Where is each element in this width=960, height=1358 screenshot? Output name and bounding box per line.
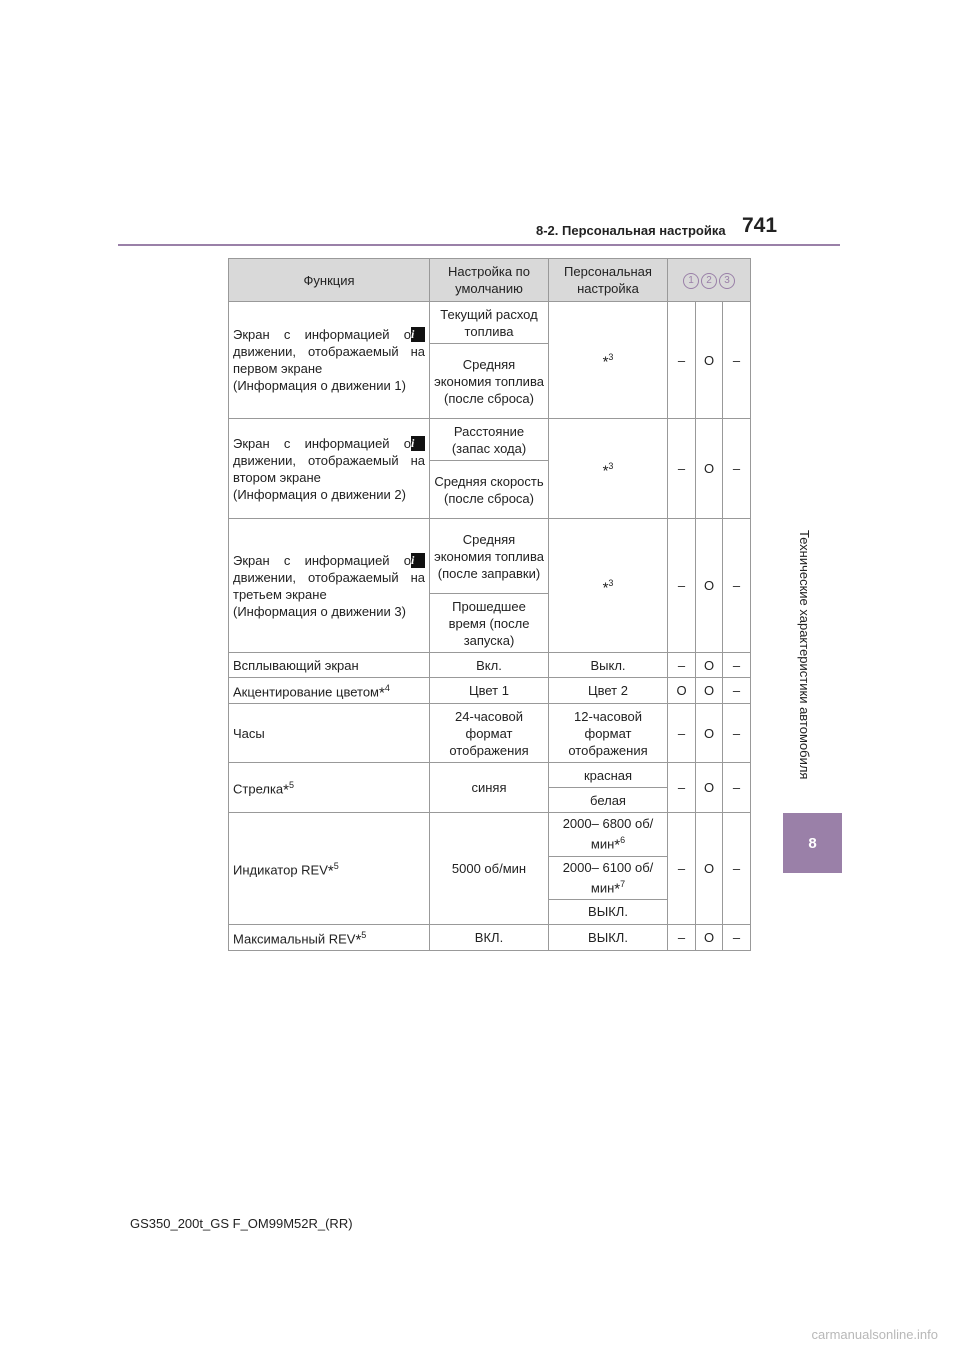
table-row bbox=[229, 704, 751, 763]
document-code: GS350_200t_GS F_OM99M52R_(RR) bbox=[130, 1216, 353, 1231]
table-row bbox=[229, 924, 751, 950]
info-icon: i bbox=[411, 436, 425, 451]
default-cell: синяя bbox=[430, 763, 549, 813]
custom-cell: ВЫКЛ. bbox=[549, 924, 668, 950]
custom-cell: 2000– 6100 об/мин*$^7$ bbox=[549, 856, 668, 899]
chapter-tab-number: 8 bbox=[808, 834, 817, 852]
custom-cell: Цвет 2 bbox=[549, 678, 668, 704]
method-3-cell: – bbox=[723, 678, 751, 704]
default-cell: Текущий расход топлива bbox=[430, 302, 549, 344]
method-2-cell: O bbox=[696, 678, 723, 704]
function-cell: i Экран с информацией о движении, отображаемый на первом экране (Информация о движении 1) bbox=[229, 302, 430, 419]
method-3-cell: – bbox=[723, 924, 751, 950]
method-2-cell: O bbox=[696, 302, 723, 419]
method-1-cell: – bbox=[668, 419, 696, 519]
function-cell: Акцентирование цветом*$^4$ bbox=[229, 678, 430, 704]
custom-cell: белая bbox=[549, 788, 668, 813]
chapter-title-vertical: Технические характеристики автомобиля bbox=[797, 530, 812, 780]
default-cell: Средняя экономия топлива (после заправки) bbox=[430, 519, 549, 594]
method-3-cell: – bbox=[723, 813, 751, 925]
table-row bbox=[229, 519, 751, 594]
default-cell: ВКЛ. bbox=[430, 924, 549, 950]
method-3-cell: – bbox=[723, 653, 751, 678]
default-cell: Вкл. bbox=[430, 653, 549, 678]
header-divider bbox=[118, 244, 840, 246]
function-cell: i Экран с информацией о движении, отображаемый на третьем экране (Информация о движении 3) bbox=[229, 519, 430, 653]
function-cell: Всплывающий экран bbox=[229, 653, 430, 678]
function-cell: Индикатор REV*$^5$ bbox=[229, 813, 430, 925]
custom-cell: *$^3$ bbox=[549, 419, 668, 519]
method-1-cell: – bbox=[668, 302, 696, 419]
method-1-cell: – bbox=[668, 653, 696, 678]
method-2-cell: O bbox=[696, 419, 723, 519]
method-2-cell: O bbox=[696, 813, 723, 925]
default-cell: Прошедшее время (после запуска) bbox=[430, 594, 549, 653]
method-3-cell: – bbox=[723, 519, 751, 653]
custom-cell: Выкл. bbox=[549, 653, 668, 678]
method-1-cell: – bbox=[668, 704, 696, 763]
method-3-cell: – bbox=[723, 704, 751, 763]
default-cell: Средняя экономия топлива (после сброса) bbox=[430, 344, 549, 419]
table-header-row bbox=[229, 259, 751, 302]
method-1-cell: – bbox=[668, 813, 696, 925]
default-cell: Цвет 1 bbox=[430, 678, 549, 704]
method-2-icon: 2 bbox=[701, 273, 717, 289]
function-cell: Максимальный REV*$^5$ bbox=[229, 924, 430, 950]
page-number: 741 bbox=[742, 214, 778, 237]
table-row bbox=[229, 653, 751, 678]
method-1-cell: – bbox=[668, 763, 696, 813]
info-icon: i bbox=[411, 553, 425, 568]
method-2-cell: O bbox=[696, 704, 723, 763]
default-cell: Расстояние (запас хода) bbox=[430, 419, 549, 461]
settings-table bbox=[228, 258, 751, 951]
custom-cell: 2000– 6800 об/мин*$^6$ bbox=[549, 813, 668, 856]
method-3-icon: 3 bbox=[719, 273, 735, 289]
chapter-tab[interactable] bbox=[783, 813, 842, 873]
method-2-cell: O bbox=[696, 519, 723, 653]
custom-cell: красная bbox=[549, 763, 668, 788]
custom-cell: *$^3$ bbox=[549, 519, 668, 653]
section-title: 8-2. Персональная настройка bbox=[536, 223, 726, 238]
header-default: Настройка по умолчанию bbox=[430, 259, 549, 302]
default-cell: 24-часовой формат отображения bbox=[430, 704, 549, 763]
header-function: Функция bbox=[229, 259, 430, 302]
custom-cell: ВЫКЛ. bbox=[549, 899, 668, 924]
header-custom: Персональная настройка bbox=[549, 259, 668, 302]
custom-cell: 12-часовой формат отображения bbox=[549, 704, 668, 763]
method-1-icon: 1 bbox=[683, 273, 699, 289]
method-2-cell: O bbox=[696, 924, 723, 950]
function-cell: i Экран с информацией о движении, отображаемый на втором экране (Информация о движении 2) bbox=[229, 419, 430, 519]
default-cell: 5000 об/мин bbox=[430, 813, 549, 925]
default-cell: Средняя скорость (после сброса) bbox=[430, 461, 549, 519]
method-1-cell: – bbox=[668, 924, 696, 950]
method-1-cell: – bbox=[668, 519, 696, 653]
table-row bbox=[229, 678, 751, 704]
watermark: carmanualsonline.info bbox=[811, 1327, 938, 1342]
table-row bbox=[229, 419, 751, 461]
function-cell: Часы bbox=[229, 704, 430, 763]
method-2-cell: O bbox=[696, 763, 723, 813]
custom-cell: *$^3$ bbox=[549, 302, 668, 419]
method-3-cell: – bbox=[723, 419, 751, 519]
method-2-cell: O bbox=[696, 653, 723, 678]
method-3-cell: – bbox=[723, 763, 751, 813]
method-3-cell: – bbox=[723, 302, 751, 419]
table-row bbox=[229, 763, 751, 788]
function-cell: Стрелка*$^5$ bbox=[229, 763, 430, 813]
table-row bbox=[229, 813, 751, 856]
table-row bbox=[229, 302, 751, 344]
header-methods bbox=[668, 259, 751, 302]
info-icon: i bbox=[411, 327, 425, 342]
method-1-cell: O bbox=[668, 678, 696, 704]
